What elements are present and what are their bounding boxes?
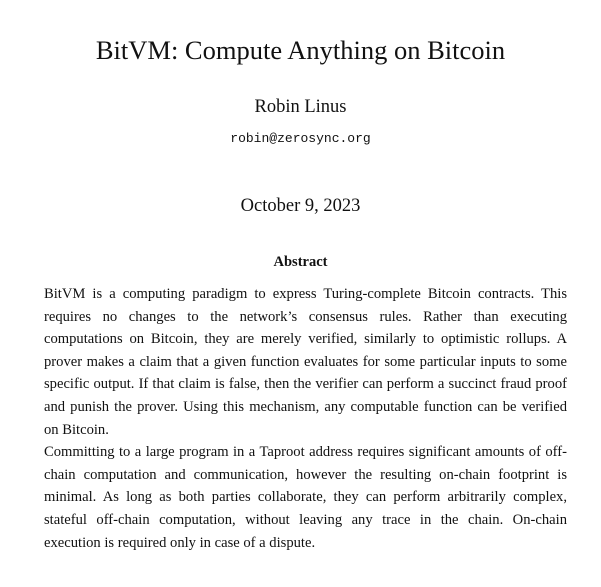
abstract-body bbox=[44, 283, 567, 554]
publication-date: October 9, 2023 bbox=[240, 196, 361, 216]
abstract-paragraph: Committing to a large program in a Taproot address requires significant amounts of off-chain computation and communication, however the resulting on-chain footprint is minimal. As long as both parties collaborate, they can perform arbitrarily complex, stateful off-chain computation, without leaving any trace in the chain. On-chain execution is required only in case of a dispute. bbox=[44, 444, 567, 551]
abstract-paragraph: BitVM is a computing paradigm to express Turing-complete Bitcoin contracts. This requires no changes to the network’s consensus rules. Rather than executing computations on Bitcoin, they are merely verified, similarly to optimistic rollups. A prover makes a claim that a given function evaluates for some particular inputs to some specific output. If that claim is false, then the verifier can perform a succinct fraud proof and punish the prover. Using this mechanism, any computable function can be verified on Bitcoin. bbox=[44, 286, 567, 438]
paper-title: BitVM: Compute Anything on Bitcoin bbox=[95, 35, 506, 65]
author-email: robin@zerosync.org bbox=[230, 131, 371, 146]
author-name: Robin Linus bbox=[254, 97, 347, 117]
abstract-heading: Abstract bbox=[273, 254, 328, 270]
